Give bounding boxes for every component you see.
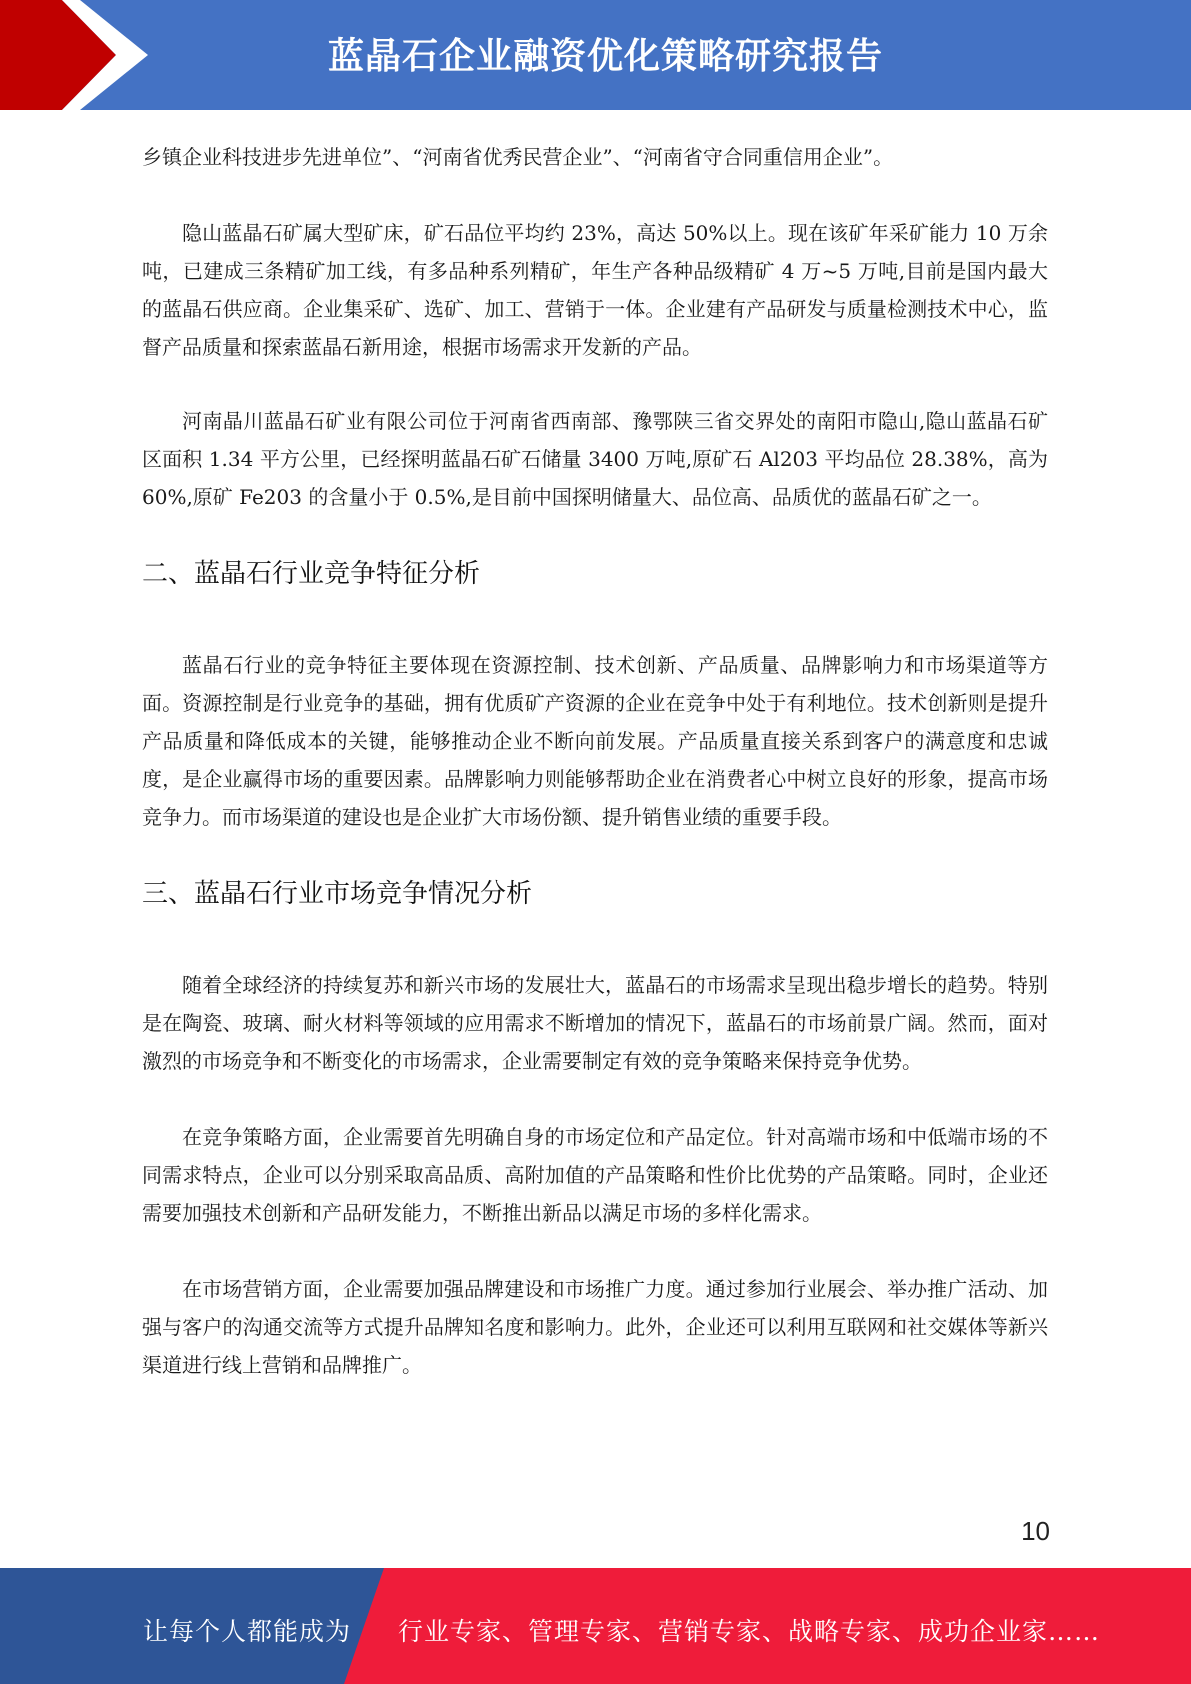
paragraph-market-trend: 随着全球经济的持续复苏和新兴市场的发展壮大，蓝晶石的市场需求呈现出稳步增长的趋势。特别是在陶瓷、玻璃、耐火材料等领域的应用需求不断增加的情况下，蓝晶石的市场前景广阔。然而，面对激烈的市场竞争和不断变化的市场需求，企业需要制定有效的竞争策略来保持竞争优势。 — [142, 973, 1048, 1073]
paragraph-competition-features: 蓝晶石行业的竞争特征主要体现在资源控制、技术创新、产品质量、品牌影响力和市场渠道等方面。资源控制是行业竞争的基础，拥有优质矿产资源的企业在竞争中处于有利地位。技术创新则是提升产品质量和降低成本的关键，能够推动企业不断向前发展。产品质量直接关系到客户的满意度和忠诚度，是企业赢得市场的重要因素。品牌影响力则能够帮助企业在消费者心中树立良好的形象，提高市场竞争力。而市场渠道的建设也是企业扩大市场份额、提升销售业绩的重要手段。 — [142, 653, 1048, 829]
page-number: 10 — [1021, 1516, 1050, 1546]
footer-slogan-right: 行业专家、管理专家、营销专家、战略专家、成功企业家…… — [398, 1617, 1101, 1646]
page-footer — [0, 1568, 1191, 1684]
document-body — [142, 132, 1048, 1384]
paragraph-continued: 乡镇企业科技进步先进单位”、“河南省优秀民营企业”、“河南省守合同重信用企业”。 — [142, 145, 894, 169]
paragraph-mine-overview: 隐山蓝晶石矿属大型矿床，矿石品位平均约 23%，高达 50%以上。现在该矿年采矿能力 10 万余吨，已建成三条精矿加工线，有多品种系列精矿，年生产各种品级精矿 4 万~5 万吨,目前是国内最大的蓝晶石供应商。企业集采矿、选矿、加工、营销于一体。企业建有产品研发与质量检测技术中心，监督产品质量和探索蓝晶石新用途，根据市场需求开发新的产品。 — [142, 221, 1048, 359]
section-heading-3: 三、蓝晶石行业市场竞争情况分析 — [142, 879, 533, 909]
paragraph-marketing: 在市场营销方面，企业需要加强品牌建设和市场推广力度。通过参加行业展会、举办推广活动、加强与客户的沟通交流等方式提升品牌知名度和影响力。此外，企业还可以利用互联网和社交媒体等新兴渠道进行线上营销和品牌推广。 — [142, 1277, 1048, 1377]
footer-slogan-left: 让每个人都能成为 — [143, 1617, 352, 1646]
page-header — [0, 0, 1191, 110]
section-heading-2: 二、蓝晶石行业竞争特征分析 — [142, 559, 481, 589]
report-title: 蓝晶石企业融资优化策略研究报告 — [327, 36, 883, 77]
paragraph-company-location: 河南晶川蓝晶石矿业有限公司位于河南省西南部、豫鄂陕三省交界处的南阳市隐山,隐山蓝晶石矿区面积 1.34 平方公里，已经探明蓝晶石矿石储量 3400 万吨,原矿石 Al203 平均品位 28.38%，高为 60%,原矿 Fe203 的含量小于 0.5%,是目前中国探明储量大、品位高、品质优的蓝晶石矿之一。 — [142, 409, 1048, 509]
paragraph-competitive-strategy: 在竞争策略方面，企业需要首先明确自身的市场定位和产品定位。针对高端市场和中低端市场的不同需求特点，企业可以分别采取高品质、高附加值的产品策略和性价比优势的产品策略。同时，企业还需要加强技术创新和产品研发能力，不断推出新品以满足市场的多样化需求。 — [142, 1125, 1048, 1225]
